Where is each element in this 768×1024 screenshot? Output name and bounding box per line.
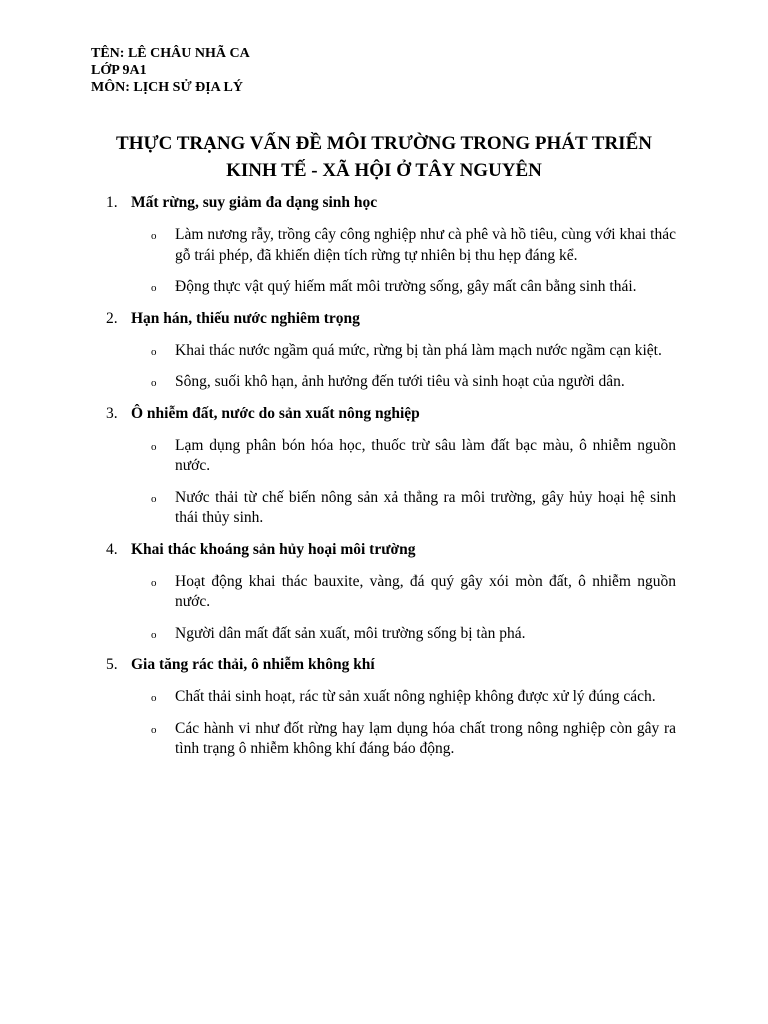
bullet-marker-icon: o — [151, 628, 157, 641]
bullet-text: Động thực vật quý hiếm mất môi trường sống, gây mất cân bằng sinh thái. — [175, 278, 637, 295]
section-number: 3. — [106, 404, 118, 422]
section-heading — [0, 309, 768, 329]
section-list — [0, 193, 768, 771]
section-5 — [0, 655, 768, 760]
bullet-item — [0, 341, 768, 362]
document-title — [60, 130, 708, 184]
bullet-marker-icon: o — [151, 377, 157, 389]
section-heading — [0, 655, 768, 675]
bullet-marker-icon: o — [151, 492, 157, 505]
student-info-header — [91, 45, 250, 96]
section-heading-text: Khai thác khoáng sản hủy hoại môi trường — [131, 540, 416, 558]
section-heading — [0, 404, 768, 424]
section-heading — [0, 193, 768, 213]
bullet-marker-icon: o — [151, 692, 157, 704]
bullet-text: Khai thác nước ngầm quá mức, rừng bị tàn phá làm mạch nước ngầm cạn kiệt. — [175, 341, 662, 359]
section-3 — [0, 404, 768, 529]
section-heading-text: Hạn hán, thiếu nước nghiêm trọng — [131, 309, 360, 327]
bullet-text: Các hành vi như đốt rừng hay lạm dụng hóa chất trong nông nghiệp còn gây ra tình trạng ô nhiễm không khí đáng báo động. — [175, 719, 676, 757]
bullet-item — [0, 277, 768, 298]
bullet-text: Làm nương rẫy, trồng cây công nghiệp như cà phê và hồ tiêu, cùng với khai thác gỗ trái phép, đã khiến diện tích rừng tự nhiên bị thu hẹp đáng kể. — [175, 226, 676, 264]
bullet-item — [0, 436, 768, 477]
bullet-item — [0, 687, 768, 708]
bullet-text: Người dân mất đất sản xuất, môi trường sống bị tàn phá. — [175, 624, 526, 642]
section-number: 4. — [106, 540, 118, 558]
section-heading-text: Ô nhiễm đất, nước do sản xuất nông nghiệp — [131, 404, 420, 422]
student-name: TÊN: LÊ CHÂU NHÃ CA — [91, 46, 250, 61]
section-heading-text: Gia tăng rác thải, ô nhiễm không khí — [131, 656, 375, 673]
bullet-marker-icon: o — [151, 723, 157, 736]
section-heading — [0, 540, 768, 560]
bullet-item — [0, 624, 768, 645]
section-number: 2. — [106, 309, 118, 327]
bullet-item — [0, 225, 768, 266]
bullet-item — [0, 488, 768, 529]
section-heading-text: Mất rừng, suy giảm đa dạng sinh học — [131, 194, 378, 211]
title-line-2: KINH TẾ - XÃ HỘI Ở TÂY NGUYÊN — [226, 160, 542, 181]
bullet-text: Hoạt động khai thác bauxite, vàng, đá quý gây xói mòn đất, ô nhiễm nguồn nước. — [175, 572, 676, 610]
section-4 — [0, 540, 768, 645]
section-number: 1. — [106, 194, 118, 211]
title-line-1: THỰC TRẠNG VẤN ĐỀ MÔI TRƯỜNG TRONG PHÁT TRIỂN — [116, 133, 652, 154]
bullet-text: Nước thải từ chế biến nông sản xả thẳng ra môi trường, gây hủy hoại hệ sinh thái thủy sinh. — [175, 488, 676, 526]
bullet-marker-icon: o — [151, 230, 157, 242]
bullet-item — [0, 372, 768, 393]
bullet-marker-icon: o — [151, 345, 157, 358]
section-2 — [0, 309, 768, 393]
bullet-item — [0, 572, 768, 613]
section-number: 5. — [106, 656, 118, 673]
section-1 — [0, 193, 768, 298]
bullet-text: Lạm dụng phân bón hóa học, thuốc trừ sâu làm đất bạc màu, ô nhiễm nguồn nước. — [175, 436, 676, 474]
subject-name: MÔN: LỊCH SỬ ĐỊA LÝ — [91, 80, 243, 95]
bullet-text: Chất thải sinh hoạt, rác từ sản xuất nông nghiệp không được xử lý đúng cách. — [175, 688, 656, 705]
bullet-text: Sông, suối khô hạn, ảnh hưởng đến tưới tiêu và sinh hoạt của người dân. — [175, 373, 625, 390]
bullet-marker-icon: o — [151, 282, 157, 294]
bullet-marker-icon: o — [151, 576, 157, 589]
bullet-item — [0, 719, 768, 760]
student-class: LỚP 9A1 — [91, 63, 147, 78]
bullet-marker-icon: o — [151, 440, 157, 453]
